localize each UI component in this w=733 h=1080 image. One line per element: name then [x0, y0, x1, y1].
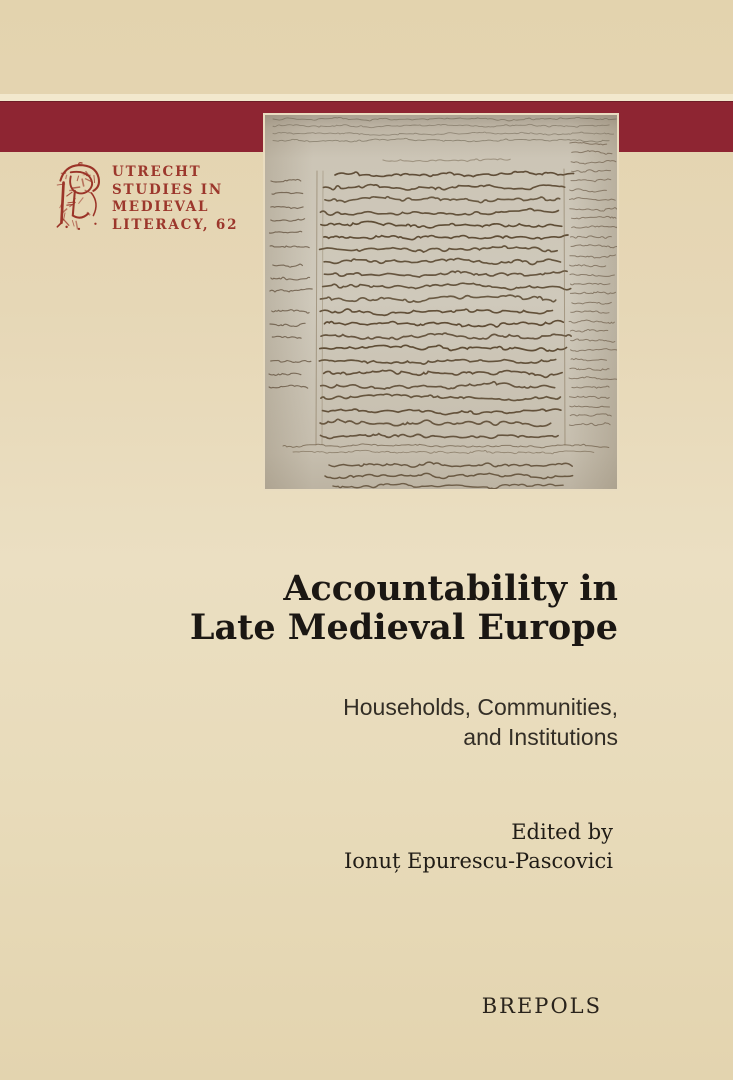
- edited-by-label: Edited by: [511, 820, 613, 844]
- series-line: UTRECHT: [112, 164, 202, 180]
- series-title: [112, 164, 238, 234]
- book-subtitle: [343, 692, 618, 752]
- series-logo: [54, 162, 106, 232]
- editor-block: [344, 818, 613, 876]
- woodcut-initial-icon: [54, 162, 106, 232]
- series-line: MEDIEVAL: [112, 199, 210, 215]
- publisher-name: BREPOLS: [481, 994, 602, 1018]
- series-line: STUDIES IN: [112, 181, 223, 198]
- title-line: Accountability in: [283, 568, 618, 609]
- light-strip: [0, 94, 733, 101]
- editor-name: Ionuț Epurescu-Pascovici: [344, 849, 613, 873]
- subtitle-line: and Institutions: [463, 724, 618, 750]
- title-line: Late Medieval Europe: [189, 607, 618, 648]
- subtitle-line: Households, Communities,: [343, 694, 618, 720]
- manuscript-photo: [263, 113, 619, 491]
- book-title: [190, 569, 618, 647]
- series-line: LITERACY, 62: [112, 216, 239, 233]
